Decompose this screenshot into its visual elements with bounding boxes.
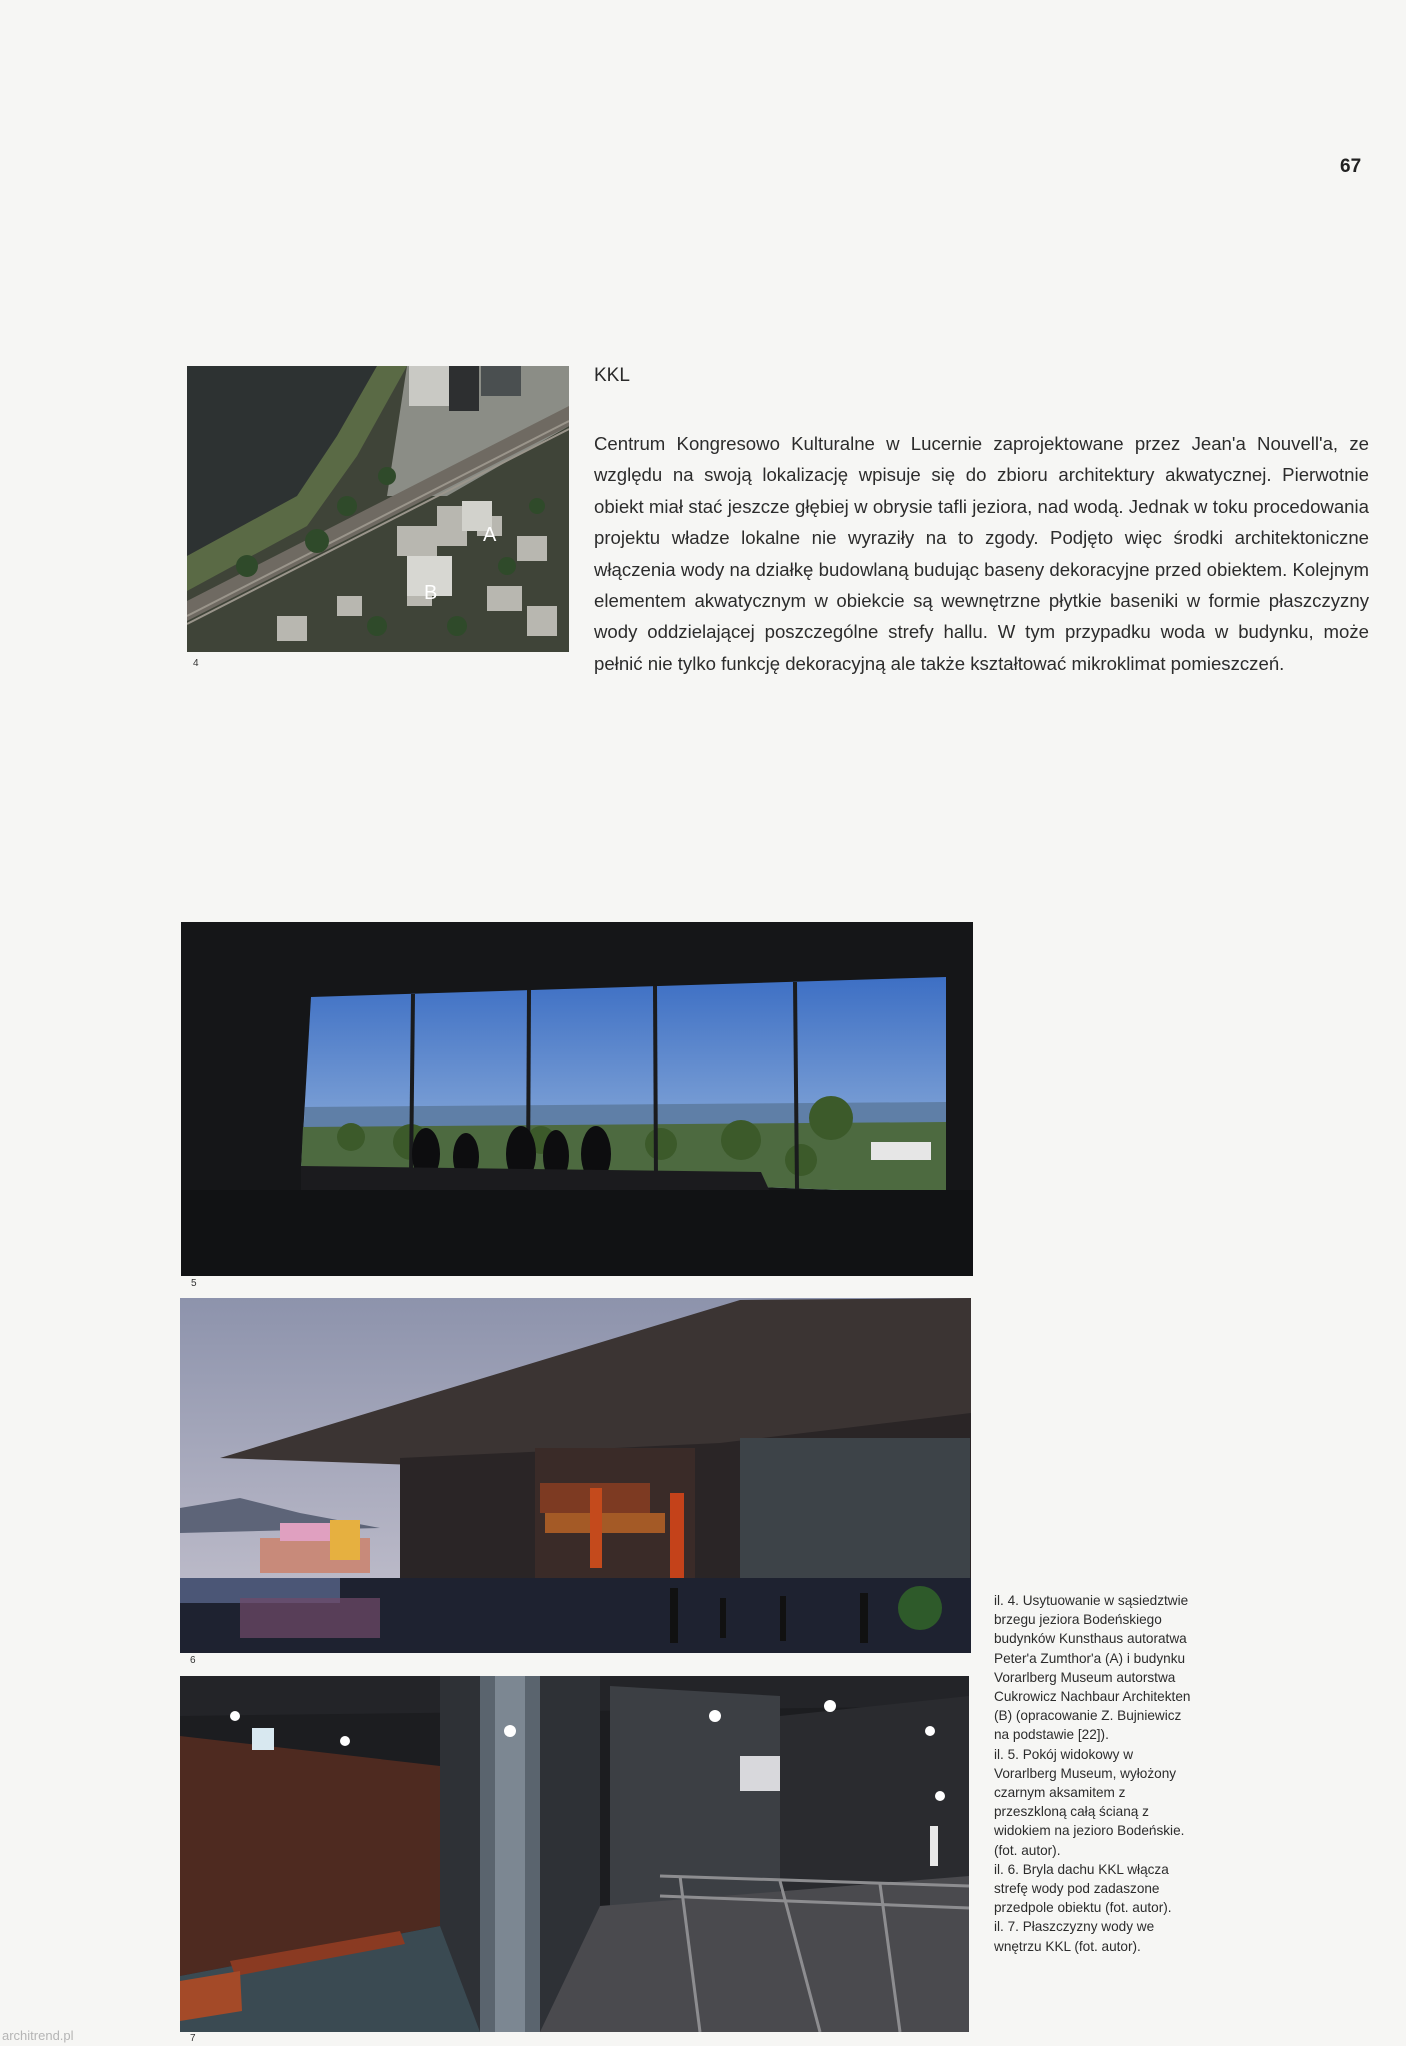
caption-il7: il. 7. Płaszczyzny wody we wnętrzu KKL (fot. autor). <box>994 1919 1155 1954</box>
figure-4-aerial-photo <box>187 366 569 652</box>
page-number: 67 <box>1340 156 1362 177</box>
figure-6-number: 6 <box>190 1655 196 1666</box>
caption-il5: il. 5. Pokój widokowy w Vorarlberg Museum, wyłożony czarnym aksamitem z przeszkloną całą ścianą z widokiem na jezioro Bodeńskie. (fot. autor). <box>994 1746 1185 1858</box>
figure-7-interior-water-photo <box>180 1676 969 2032</box>
figure-7-number: 7 <box>190 2033 196 2044</box>
figure-4-number: 4 <box>193 658 199 669</box>
figure-captions <box>994 1591 1194 1956</box>
watermark: architrend.pl <box>2 2028 74 2043</box>
section-heading: KKL <box>594 365 630 386</box>
caption-il6: il. 6. Bryla dachu KKL włącza strefę wody pod zadaszone przedpole obiektu (fot. autor). <box>994 1861 1172 1916</box>
figure-4-label-b: B <box>424 582 438 604</box>
figure-5-number: 5 <box>191 1278 197 1289</box>
figure-5-viewing-room-photo <box>181 922 973 1276</box>
figure-6-kkl-roof-photo <box>180 1298 971 1653</box>
body-paragraph: Centrum Kongresowo Kulturalne w Lucernie zaprojektowane przez Jean'a Nouvell'a, ze względu na swoją lokalizację wpisuje się do zbioru architektury akwatycznej. Pierwotnie obiekt miał stać jeszcze głębiej w obrysie tafli jeziora, nad wodą. Jednak w toku procedowania projektu władze lokalne nie wyraziły na to zgody. Podjęto więc środki architektoniczne włączenia wody na działkę budowlaną budując baseny dekoracyjne przed obiektem. Kolejnym elementem akwatycznym w obiekcie są wewnętrzne płytkie baseniki w formie płaszczyzny wody oddzielającej poszczególne strefy hallu. W tym przypadku woda w budynku, może pełnić nie tylko funkcję dekoracyjną ale także kształtować mikroklimat pomieszczeń. <box>594 433 1369 674</box>
figure-4-label-a: A <box>483 524 497 546</box>
caption-il4: il. 4. Usytuowanie w sąsiedztwie brzegu jeziora Bodeńskiego budynków Kunsthaus autoratwa Peter'a Zumthor'a (A) i budynku Vorarlberg Museum autorstwa Cukrowicz Nachbaur Architekten (B) (opracowanie Z. Bujniewicz na podstawie [22]). <box>994 1593 1191 1743</box>
